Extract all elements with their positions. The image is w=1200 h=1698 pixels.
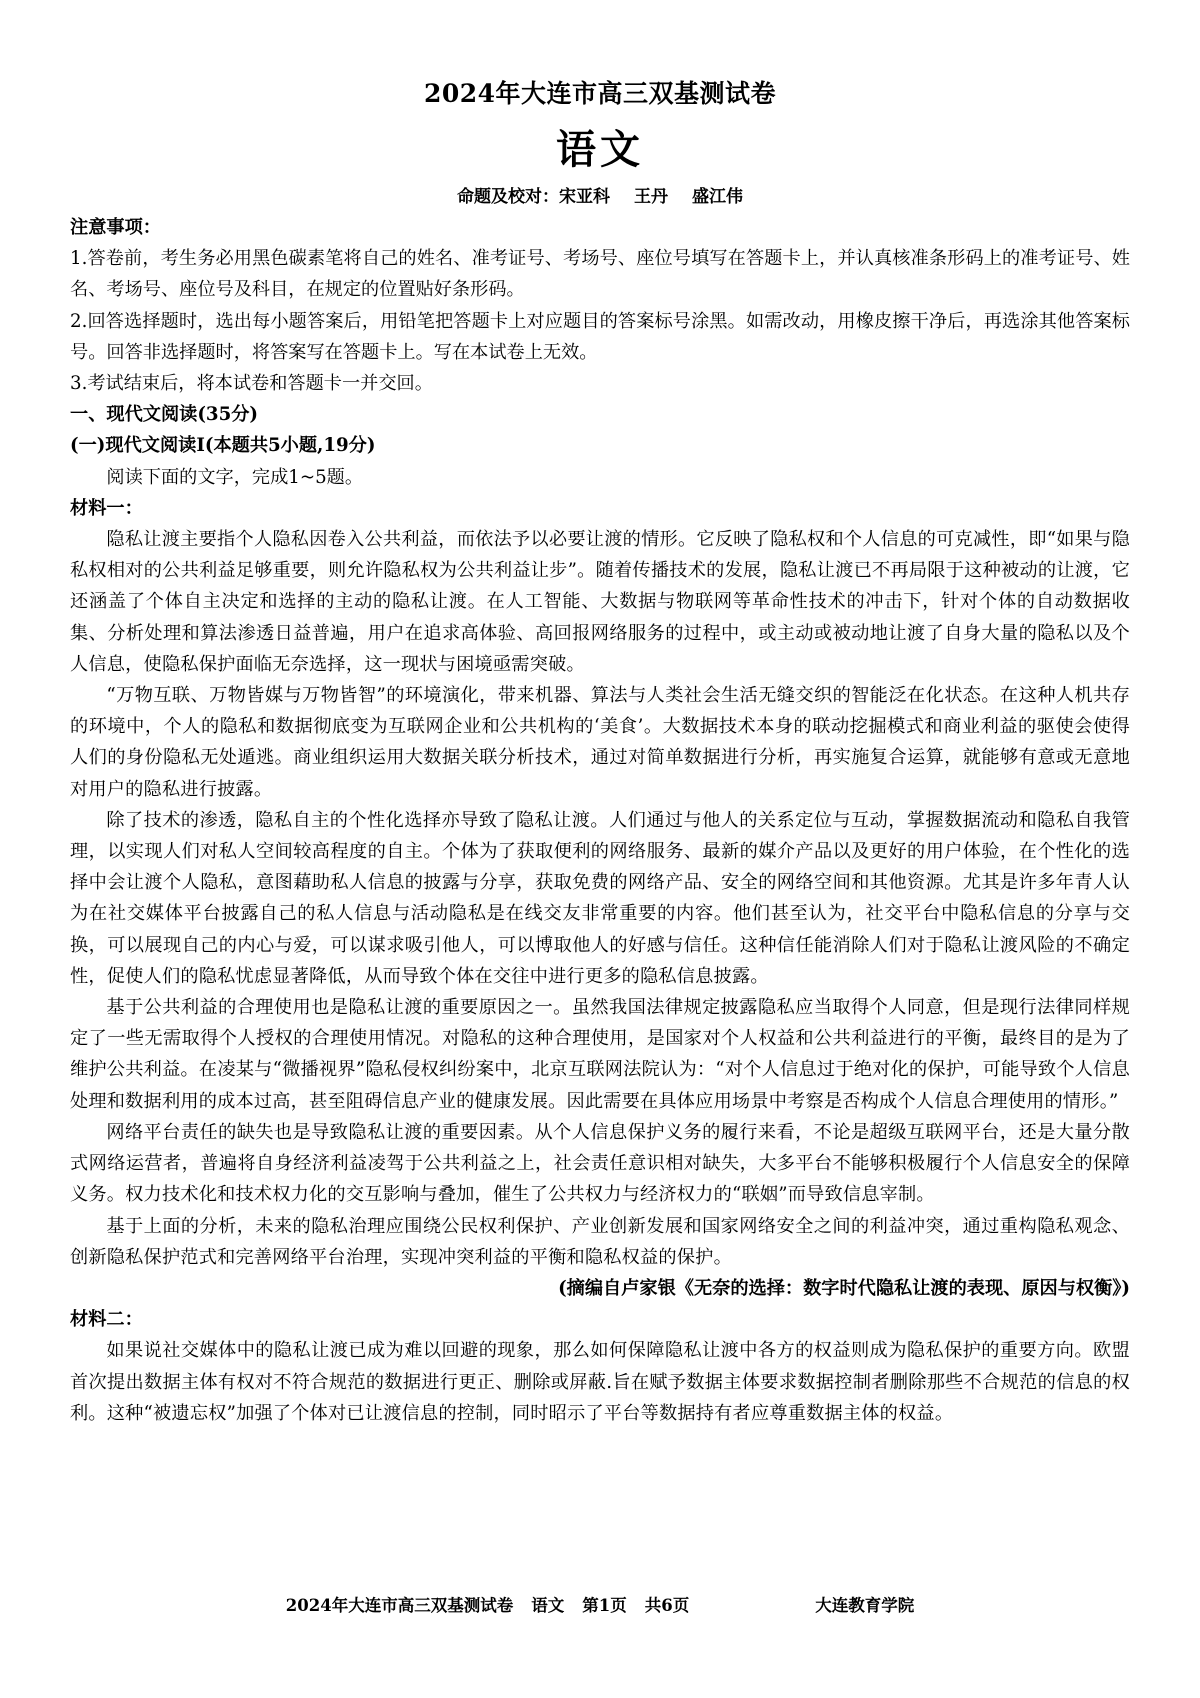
material-1-paragraph: “万物互联、万物皆媒与万物皆智”的环境演化，带来机器、算法与人类社会生活无缝交织的智能泛在化状态。在这种人机共存的环境中，个人的隐私和数据彻底变为互联网企业和公共机构的‘美食’。大数据技术本身的联动挖掘模式和商业利益的驱使会使得人们的身份隐私无处遁逃。商业组织运用大数据关联分析技术，通过对简单数据进行分析，再实施复合运算，就能够有意或无意地对用户的隐私进行披露。 (70, 685, 1130, 800)
footer-title: 2024年大连市高三双基测试卷 (285, 1596, 514, 1615)
exam-title: 2024年大连市高三双基测试卷 (423, 79, 777, 108)
material-2-paragraph: 如果说社交媒体中的隐私让渡已成为难以回避的现象，那么如何保障隐私让渡中各方的权益则成为隐私保护的重要方向。欧盟首次提出数据主体有权对不符合规范的数据进行更正、删除或屏蔽.旨在赋予数据主体要求数据控制者删除那些不合规范的信息的权利。这种“被遗忘权”加强了个体对已让渡信息的控制，同时昭示了平台等数据持有者应尊重数据主体的权益。 (70, 1340, 1130, 1424)
authors-line (0, 182, 1200, 207)
material-1-label: 材料一： (70, 497, 143, 519)
reading-instruction: 阅读下面的文字，完成1~5题。 (106, 466, 364, 488)
section-subheading: (一)现代文阅读I(本题共5小题,19分) (70, 435, 376, 457)
notice-item: 3.考试结束后，将本试卷和答题卡一并交回。 (70, 373, 433, 395)
subject-title: 语文 (556, 126, 644, 173)
notice-item: 1.答卷前，考生务必用黑色碳素笔将自己的姓名、准考证号、考场号、座位号填写在答题卡上，并认真核准条形码上的准考证号、姓名、考场号、座位号及科目，在规定的位置贴好条形码。 (70, 248, 1130, 301)
footer-total: 共6页 (644, 1596, 690, 1615)
material-1-paragraph: 基于上面的分析，未来的隐私治理应围绕公民权利保护、产业创新发展和国家网络安全之间的利益冲突，通过重构隐私观念、创新隐私保护范式和完善网络平台治理，实现冲突利益的平衡和隐私权益的保护。 (70, 1215, 1130, 1268)
footer-page: 第1页 (582, 1596, 627, 1615)
material-2-label: 材料二： (70, 1309, 143, 1331)
notice-item: 2.回答选择题时，选出每小题答案后，用铅笔把答题卡上对应题目的答案标号涂黑。如需改动，用橡皮擦干净后，再选涂其他答案标号。回答非选择题时，将答案写在答题卡上。写在本试卷上无效。 (70, 310, 1130, 363)
footer-org: 大连教育学院 (815, 1596, 915, 1615)
exam-content (70, 212, 1130, 1429)
page-footer (0, 1592, 1200, 1616)
material-1-paragraph: 除了技术的渗透，隐私自主的个性化选择亦导致了隐私让渡。人们通过与他人的关系定位与互动，掌握数据流动和隐私自我管理，以实现人们对私人空间较高程度的自主。个体为了获取便利的网络服务、最新的媒介产品以及更好的用户体验，在个性化的选择中会让渡个人隐私，意图藉助私人信息的披露与分享，获取免费的网络产品、安全的网络空间和其他资源。尤其是许多年青人认为在社交媒体平台披露自己的私人信息与活动隐私是在线交友非常重要的内容。他们甚至认为，社交平台中隐私信息的分享与交换，可以展现自己的内心与爱，可以谋求吸引他人，可以博取他人的好感与信任。这种信任能消除人们对于隐私让渡风险的不确定性，促使人们的隐私忧虑显著降低，从而导致个体在交往中进行更多的隐私信息披露。 (70, 809, 1130, 987)
footer-subject: 语文 (531, 1596, 565, 1615)
material-1-paragraph: 隐私让渡主要指个人隐私因卷入公共利益，而依法予以必要让渡的情形。它反映了隐私权和个人信息的可克减性，即“如果与隐私权相对的公共利益足够重要，则允许隐私权为公共利益让步”。随着传播技术的发展，隐私让渡已不再局限于这种被动的让渡，它还涵盖了个体自主决定和选择的主动的隐私让渡。在人工智能、大数据与物联网等革命性技术的冲击下，针对个体的自动数据收集、分析处理和算法渗透日益普遍，用户在追求高体验、高回报网络服务的过程中，或主动或被动地让渡了自身大量的隐私以及个人信息，使隐私保护面临无奈选择，这一现状与困境亟需突破。 (70, 529, 1130, 675)
author-1: 命题及校对：宋亚科 (457, 187, 610, 207)
material-1-paragraph: 基于公共利益的合理使用也是隐私让渡的重要原因之一。虽然我国法律规定披露隐私应当取得个人同意，但是现行法律同样规定了一些无需取得个人授权的合理使用情况。对隐私的这种合理使用，是国家对个人权益和公共利益进行的平衡，最终目的是为了维护公共利益。在凌某与“微播视界”隐私侵权纠纷案中，北京互联网法院认为：“对个人信息过于绝对化的保护，可能导致个人信息处理和数据利用的成本过高，甚至阻碍信息产业的健康发展。因此需要在具体应用场景中考察是否构成个人信息合理使用的情形。” (70, 997, 1130, 1112)
author-2: 王丹 (634, 187, 668, 207)
material-1-source: (摘编自卢家银《无奈的选择：数字时代隐私让渡的表现、原因与权衡》) (558, 1277, 1130, 1299)
material-1-paragraph: 网络平台责任的缺失也是导致隐私让渡的重要因素。从个人信息保护义务的履行来看，不论是超级互联网平台，还是大量分散式网络运营者，普遍将自身经济利益凌驾于公共利益之上，社会责任意识相对缺失，大多平台不能够积极履行个人信息安全的保障义务。权力技术化和技术权力化的交互影响与叠加，催生了公共权力与经济权力的“联姻”而导致信息宰制。 (70, 1121, 1130, 1206)
section-heading: 一、现代文阅读(35分) (70, 404, 259, 426)
notice-heading: 注意事项： (70, 217, 161, 238)
author-3: 盛江伟 (692, 187, 743, 207)
